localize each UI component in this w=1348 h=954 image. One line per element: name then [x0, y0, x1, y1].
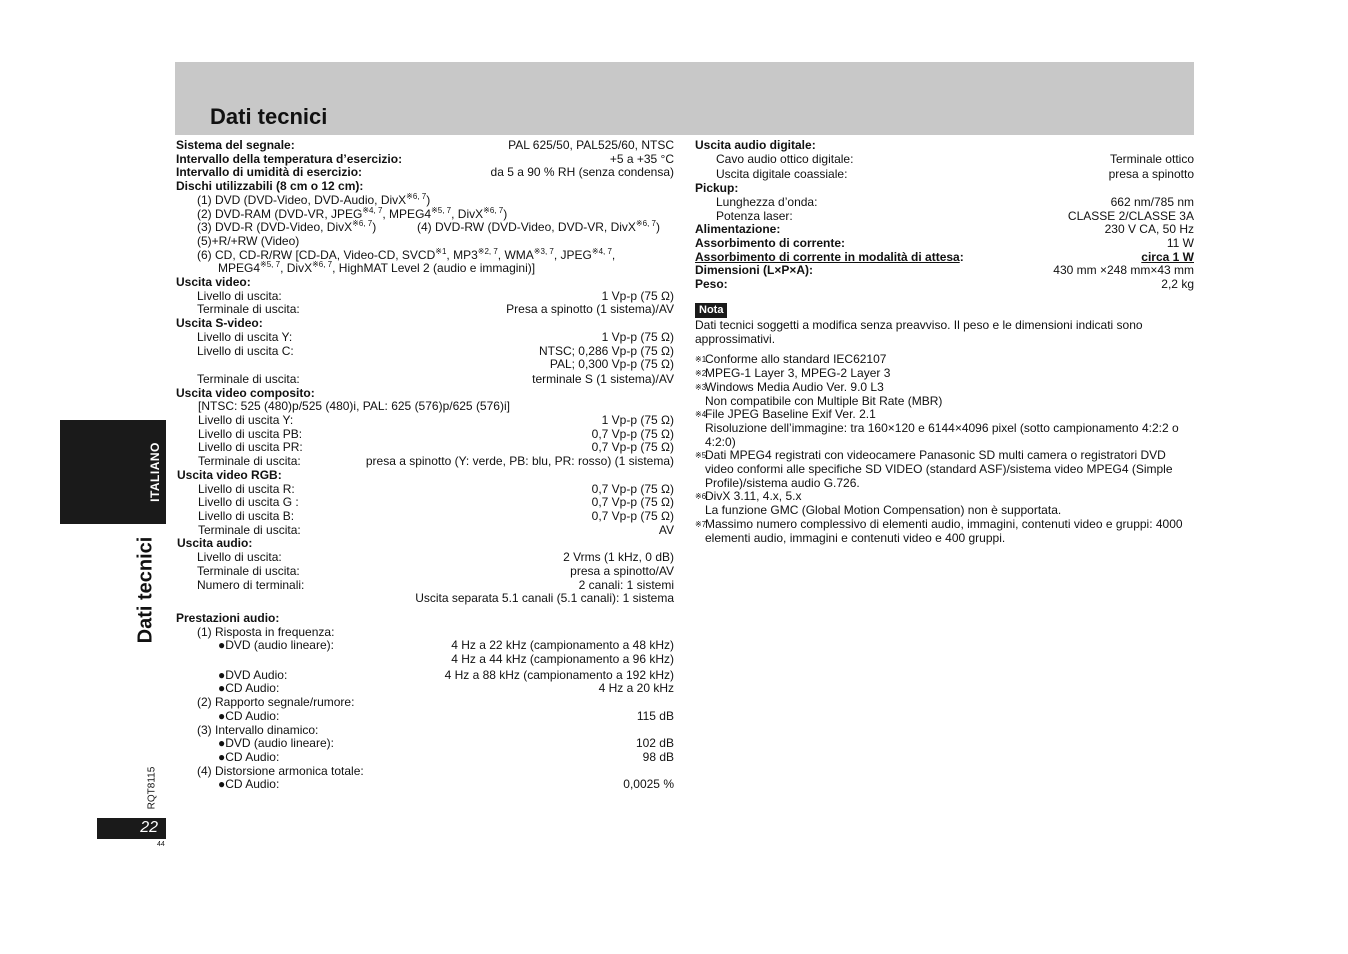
sub-page-number: 44: [157, 841, 165, 848]
spec-row-humidity: [176, 166, 674, 180]
spec-row: Uscita separata 5.1 canali (5.1 canali): 1 sistema: [415, 591, 674, 606]
spec-row: Livello di uscita PR: 0,7 Vp-p (75 Ω): [198, 440, 674, 455]
spec-row-consumption: Assorbimento di corrente: 11 W: [695, 235, 1194, 250]
perf-item: (2) Rapporto segnale/rumore:: [197, 695, 355, 710]
spec-row: ●CD Audio: 0,0025 %: [218, 777, 674, 792]
section-heading-pickup: Pickup:: [695, 181, 739, 196]
spec-row-dimensions: Dimensioni (L×P×A): 430 mm ×248 mm×43 mm: [695, 263, 1194, 278]
doc-code: RQT8115: [146, 766, 158, 810]
section-heading-composite: Uscita video composito:: [176, 385, 315, 400]
disc-item: (6) CD, CD-R/RW [CD-DA, Video-CD, SVCD$^{※1}$, MP3$^{※2, 7}$, WMA$^{※3, 7}$, JPEG$^{※4, 7}$,: [197, 246, 616, 262]
spec-row: ●DVD (audio lineare): 4 Hz a 22 kHz (campionamento a 48 kHz): [218, 638, 674, 653]
spec-value: +5 a +35 °C: [609, 151, 674, 166]
spec-row: ●CD Audio: 4 Hz a 20 kHz: [218, 681, 674, 696]
spec-row: ●CD Audio: 98 dB: [218, 749, 674, 764]
spec-row: Livello di uscita Y: 1 Vp-p (75 Ω): [197, 329, 674, 344]
section-heading-audio: Uscita audio:: [177, 536, 253, 551]
spec-row-temperature: [176, 153, 674, 167]
nota-badge: Nota: [695, 303, 727, 319]
spec-row: Livello di uscita B: 0,7 Vp-p (75 Ω): [198, 508, 674, 523]
spec-row: Terminale di uscita: Presa a spinotto (1 sistema)/AV: [197, 302, 674, 317]
spec-row: Terminale di uscita: AV: [198, 522, 674, 537]
spec-row: ●DVD (audio lineare): 102 dB: [218, 736, 674, 751]
disc-item: (5)+R/+RW (Video): [197, 233, 300, 248]
spec-row: PAL; 0,300 Vp-p (75 Ω): [549, 357, 674, 372]
spec-row: ●CD Audio: 115 dB: [218, 708, 674, 723]
spec-row: Potenza laser: CLASSE 2/CLASSE 3A: [716, 208, 1194, 223]
perf-item: (4) Distorsione armonica totale:: [197, 763, 364, 778]
specs-right-column: [695, 139, 1194, 545]
nota-text: Dati tecnici soggetti a modifica senza preavviso. Il peso e le dimensioni indicati sono approssimativi.: [695, 318, 1143, 347]
spec-value: PAL 625/50, PAL525/60, NTSC: [508, 138, 674, 152]
section-heading-rgb: Uscita video RGB:: [177, 467, 282, 482]
spec-row: Terminale di uscita: terminale S (1 sistema)/AV: [197, 371, 674, 386]
perf-item: (3) Intervallo dinamico:: [197, 722, 319, 737]
spec-label: Intervallo di umidità di esercizio:: [176, 165, 363, 180]
page-title: Dati tecnici: [210, 104, 328, 129]
specs-left-column: [176, 139, 674, 792]
spec-label: Intervallo della temperatura d’esercizio:: [176, 151, 403, 166]
footnote-7: ※7 Massimo numero complessivo di elementi audio, immagini, contenuti video e gruppi: 4000 elementi audio, immagini e contenuti video e 400 gruppi.: [695, 516, 1183, 545]
spec-row: Livello di uscita R: 0,7 Vp-p (75 Ω): [198, 481, 674, 496]
spec-row: Livello di uscita: 2 Vrms (1 kHz, 0 dB): [197, 550, 674, 565]
spec-row: Uscita digitale coassiale: presa a spinotto: [716, 167, 1194, 182]
footnote-1: ※1 Conforme allo standard IEC62107: [695, 351, 887, 366]
composite-note: [NTSC: 525 (480)p/525 (480)i, PAL: 625 (576)p/625 (576)i]: [198, 399, 510, 414]
header-band: [175, 62, 1194, 135]
spec-row: 4 Hz a 44 kHz (campionamento a 96 kHz): [451, 652, 674, 667]
footnote-6: ※6 DivX 3.11, 4.x, 5.x La funzione GMC (Global Motion Compensation) non è supportata.: [695, 489, 1062, 518]
spec-value: da 5 a 90 % RH (senza condensa): [490, 165, 674, 180]
spec-row: Numero di terminali: 2 canali: 1 sistemi: [197, 577, 674, 592]
spec-row-weight: Peso: 2,2 kg: [695, 277, 1194, 292]
footnote-2: ※2 MPEG-1 Layer 3, MPEG-2 Layer 3: [695, 365, 891, 380]
footnote-4: ※4 File JPEG Baseline Exif Ver. 2.1 Risoluzione dell’immagine: tra 160×120 e 6144×4096 pixel (sotto campionamento 4:2:2 o 4:2:0): [695, 407, 1179, 449]
spec-row: Terminale di uscita: presa a spinotto/AV: [197, 563, 674, 578]
perf-item: (1) Risposta in frequenza:: [197, 624, 335, 639]
spec-row: Livello di uscita: 1 Vp-p (75 Ω): [197, 288, 674, 303]
spec-row-standby: Assorbimento di corrente in modalità di attesa: circa 1 W: [695, 249, 1194, 264]
spec-row: Terminale di uscita: presa a spinotto (Y: verde, PB: blu, PR: rosso) (1 sistema): [198, 454, 674, 469]
section-heading-svideo: Uscita S-video:: [176, 316, 263, 331]
disc-item-cont: MPEG4$^{※5, 7}$, DivX$^{※6, 7}$, HighMAT Level 2 (audio e immagini)]: [218, 260, 536, 276]
spec-row: Livello di uscita Y: 1 Vp-p (75 Ω): [198, 413, 674, 428]
spec-row: Livello di uscita PB: 0,7 Vp-p (75 Ω): [198, 426, 674, 441]
disc-item: (3) DVD-R (DVD-Video, DivX$^{※6, 7}$) (4) DVD-RW (DVD-Video, DVD-VR, DivX$^{※6, 7}$): [197, 219, 660, 235]
disc-item: (2) DVD-RAM (DVD-VR, JPEG$^{※4, 7}$, MPEG4$^{※5, 7}$, DivX$^{※6, 7}$): [197, 205, 508, 221]
spec-row: Livello di uscita C: NTSC; 0,286 Vp-p (75 Ω): [197, 343, 674, 358]
side-section-title: Dati tecnici: [134, 536, 157, 644]
section-heading-digital: Uscita audio digitale:: [695, 138, 816, 152]
spec-row: ●DVD Audio: 4 Hz a 88 kHz (campionamento a 192 kHz): [218, 667, 674, 682]
spec-row: Lunghezza d’onda: 662 nm/785 nm: [716, 194, 1194, 209]
footnote-5: ※5 Dati MPEG4 registrati con videocamere Panasonic SD multi camera o registratori DVD video conformi alle specifiche SD VIDEO (standard ASF)/sistema video MPEG4 (Simple Profile)/sistema audio G.726.: [695, 448, 1173, 490]
section-heading-discs: Dischi utilizzabili (8 cm o 12 cm):: [176, 179, 364, 194]
section-heading-video-out: Uscita video:: [176, 275, 251, 290]
language-label: ITALIANO: [148, 442, 162, 502]
spec-label: Sistema del segnale:: [176, 138, 295, 152]
disc-item: (1) DVD (DVD-Video, DVD-Audio, DivX$^{※6, 7}$): [197, 191, 431, 207]
spec-row-signal: [176, 139, 674, 153]
spec-row: Cavo audio ottico digitale: Terminale ottico: [716, 151, 1194, 166]
section-heading-perf: Prestazioni audio:: [176, 610, 280, 625]
page-number-box: [97, 818, 166, 839]
footnote-3: ※3 Windows Media Audio Ver. 9.0 L3 Non compatibile con Multiple Bit Rate (MBR): [695, 379, 943, 408]
spec-row-power: Alimentazione: 230 V CA, 50 Hz: [695, 222, 1194, 237]
page-number: 22: [140, 819, 158, 836]
spec-row: Livello di uscita G : 0,7 Vp-p (75 Ω): [198, 495, 674, 510]
